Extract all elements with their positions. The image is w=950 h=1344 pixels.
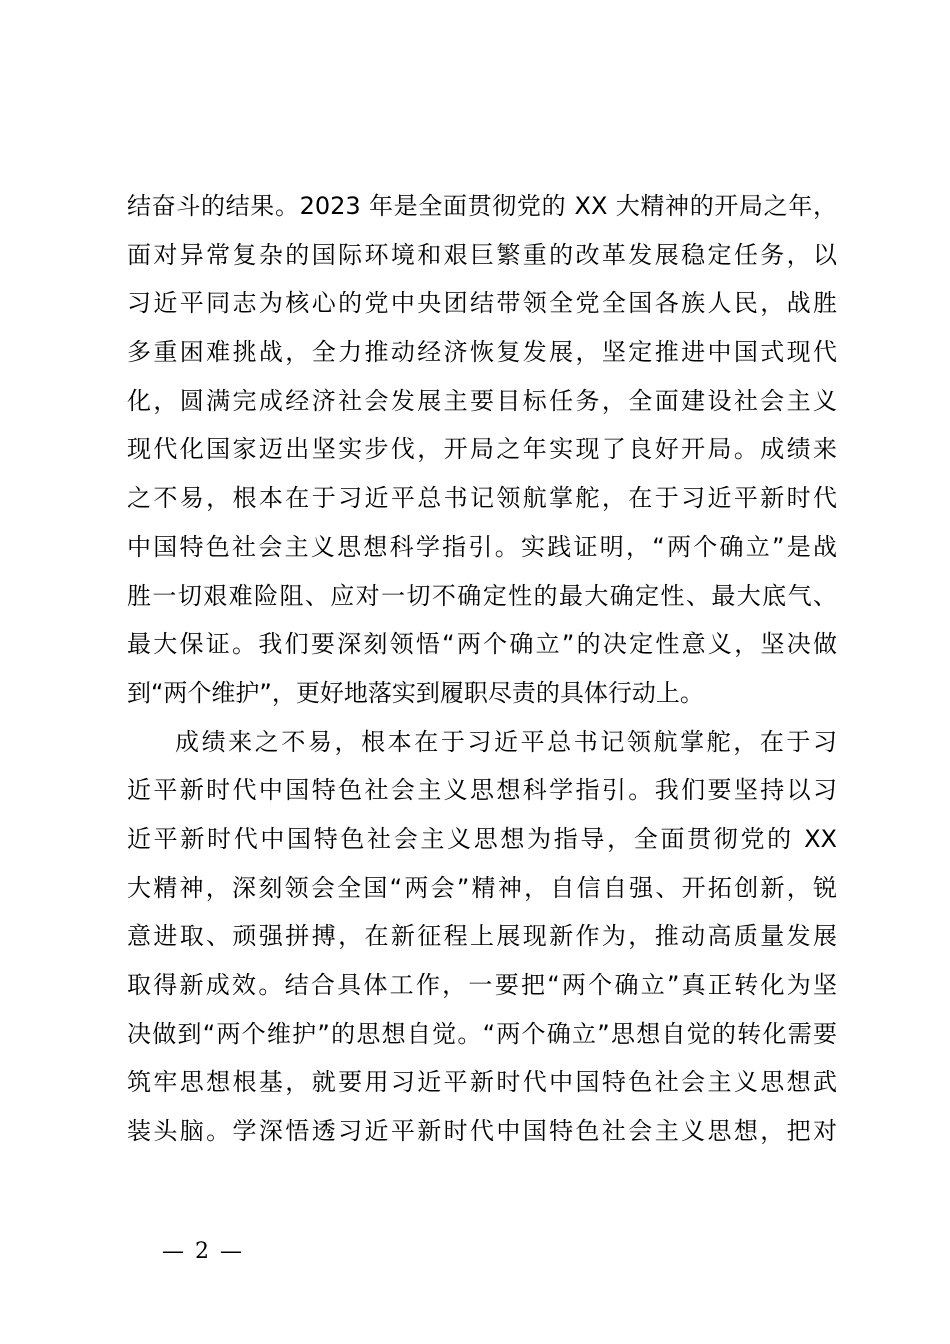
text-line: 中国特色社会主义思想科学指引。实践证明，“两个确立”是战 <box>127 532 837 561</box>
text-line: 之不易，根本在于习近平总书记领航掌舵，在于习近平新时代 <box>127 484 837 513</box>
text-line: 成绩来之不易，根本在于习近平总书记领航掌舵，在于习 <box>175 727 837 756</box>
text-line: 意进取、顽强拼搏，在新征程上展现新作为，推动高质量发展 <box>127 922 837 951</box>
text-line: 面对异常复杂的国际环境和艰巨繁重的改革发展稳定任务，以 <box>127 240 837 269</box>
text-line: 到“两个维护”，更好地落实到履职尽责的具体行动上。 <box>127 678 704 707</box>
text-line: 决做到“两个维护”的思想自觉。“两个确立”思想自觉的转化需要 <box>127 1019 837 1048</box>
paragraph-2 <box>127 718 837 1156</box>
text-line: 取得新成效。结合具体工作，一要把“两个确立”真正转化为坚 <box>127 971 837 999</box>
text-line: 近平新时代中国特色社会主义思想科学指引。我们要坚持以习 <box>127 776 837 805</box>
text-line: 近平新时代中国特色社会主义思想为指导，全面贯彻党的 XX <box>127 824 837 853</box>
text-line: 结奋斗的结果。2023 年是全面贯彻党的 XX 大精神的开局之年， <box>127 192 837 220</box>
text-line: 装头脑。学深悟透习近平新时代中国特色社会主义思想，把对 <box>127 1117 837 1146</box>
text-line: 胜一切艰难险阻、应对一切不确定性的最大确定性、最大底气、 <box>127 581 837 610</box>
text-line: 习近平同志为核心的党中央团结带领全党全国各族人民，战胜 <box>127 289 837 318</box>
paragraph-1 <box>127 182 837 718</box>
text-line: 多重困难挑战，全力推动经济恢复发展，坚定推进中国式现代 <box>127 338 837 367</box>
text-line: 最大保证。我们要深刻领悟“两个确立”的决定性意义，坚决做 <box>127 630 837 659</box>
page-number: — 2 — <box>162 1239 244 1264</box>
text-line: 现代化国家迈出坚实步伐，开局之年实现了良好开局。成绩来 <box>127 435 837 464</box>
body-text <box>127 182 837 1156</box>
text-line: 大精神，深刻领会全国“两会”精神，自信自强、开拓创新，锐 <box>127 873 837 902</box>
text-line: 化，圆满完成经济社会发展主要目标任务，全面建设社会主义 <box>127 386 837 415</box>
text-line: 筑牢思想根基，就要用习近平新时代中国特色社会主义思想武 <box>127 1068 837 1097</box>
